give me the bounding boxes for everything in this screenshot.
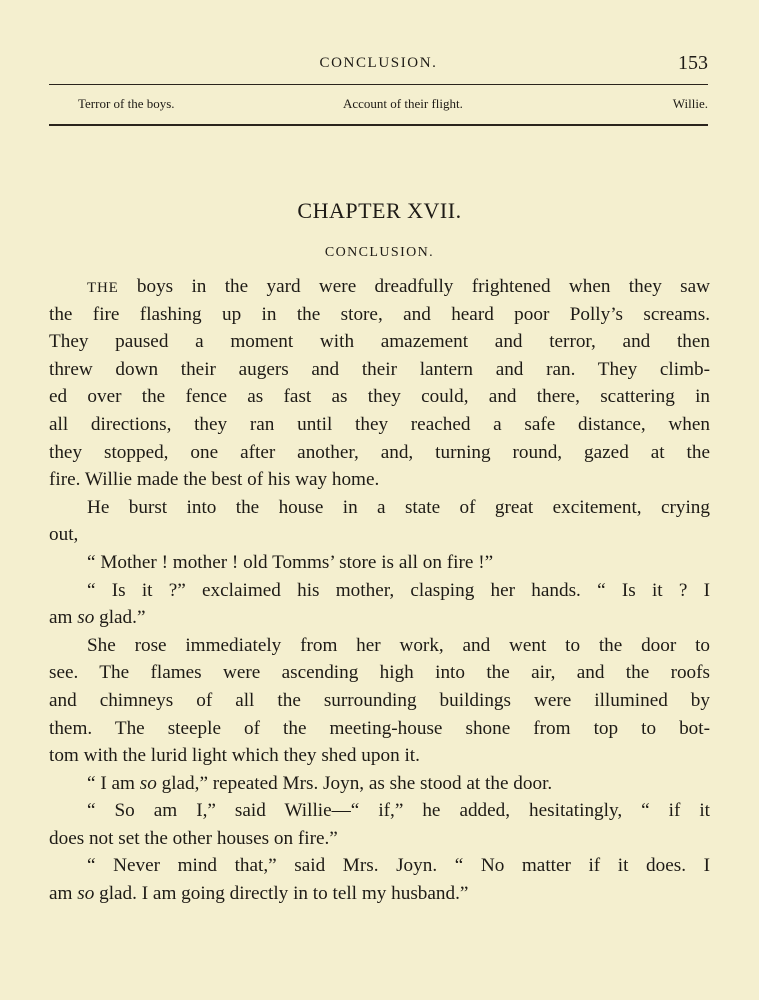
text-line — [49, 825, 710, 853]
text-line — [49, 715, 710, 743]
text-line — [49, 439, 710, 467]
text-segment: “ Is it ?” exclaimed his mother, clasping her hands. “ Is it ? I — [87, 579, 710, 601]
text-line — [49, 659, 710, 687]
text-line — [49, 356, 710, 384]
text-segment: They paused a moment with amazement and terror, and then — [49, 331, 710, 353]
text-segment: they stopped, one after another, and, turning round, gazed at the — [49, 441, 710, 463]
text-line — [49, 577, 710, 605]
chapter-title: CHAPTER XVII. — [297, 198, 462, 223]
text-line — [49, 880, 710, 908]
text-segment: am — [49, 607, 78, 629]
text-line — [49, 632, 710, 660]
topic-left: Terror of the boys. — [78, 96, 175, 111]
text-line — [49, 411, 710, 439]
text-segment: “ I am — [87, 772, 140, 794]
topic-center: Account of their flight. — [343, 96, 463, 111]
text-segment: glad.” — [94, 607, 146, 629]
text-segment: glad. I am going directly in to tell my husband.” — [94, 883, 469, 905]
text-segment: the fire flashing up in the store, and heard poor Polly’s screams. — [49, 303, 710, 325]
text-line — [49, 549, 710, 577]
small-caps-text: THE — [87, 280, 119, 296]
text-segment: “ Never mind that,” said Mrs. Joyn. “ No matter if it does. I — [87, 855, 710, 877]
chapter-subtitle: CONCLUSION. — [324, 245, 435, 260]
text-line — [49, 852, 710, 880]
text-line — [49, 742, 710, 770]
text-segment: am — [49, 883, 78, 905]
text-line — [49, 604, 710, 632]
page-number: 153 — [678, 52, 708, 74]
body-text — [49, 273, 710, 908]
topic-right: Willie. — [672, 96, 708, 111]
text-segment: She rose immediately from her work, and went to the door to — [87, 634, 710, 656]
text-segment: out, — [49, 524, 79, 546]
text-segment: them. The steeple of the meeting-house shone from top to bot- — [49, 717, 710, 739]
running-head — [49, 52, 708, 74]
text-segment: tom with the lurid light which they shed upon it. — [49, 745, 420, 767]
text-segment: does not set the other houses on fire.” — [49, 827, 338, 849]
text-segment: “ So am I,” said Willie—“ if,” he added, hesitatingly, “ if it — [87, 800, 710, 822]
italic-text: so — [77, 607, 95, 629]
text-line — [49, 383, 710, 411]
text-line — [49, 521, 710, 549]
text-segment: boys in the yard were dreadfully frightened when they saw — [118, 276, 710, 297]
header-rule-top — [49, 84, 708, 85]
text-line — [49, 301, 710, 329]
text-segment: fire. Willie made the best of his way home. — [49, 469, 380, 491]
header-rule-bottom — [49, 124, 708, 126]
text-segment: threw down their augers and their lantern and ran. They climb- — [49, 358, 710, 380]
text-line — [49, 466, 710, 494]
text-segment: “ Mother ! mother ! old Tomms’ store is all on fire !” — [87, 551, 494, 573]
text-segment: all directions, they ran until they reached a safe distance, when — [49, 413, 710, 435]
text-segment: see. The flames were ascending high into the air, and the roofs — [49, 662, 710, 684]
topic-headings — [78, 96, 708, 114]
running-title: CONCLUSION. — [319, 55, 438, 71]
text-segment: He burst into the house in a state of great excitement, crying — [87, 496, 710, 518]
text-line — [49, 328, 710, 356]
italic-text: so — [139, 772, 157, 794]
text-line — [49, 687, 710, 715]
text-line — [49, 273, 710, 301]
text-segment: glad,” repeated Mrs. Joyn, as she stood at the door. — [156, 772, 553, 794]
text-line — [49, 770, 710, 798]
text-segment: and chimneys of all the surrounding buildings were illumined by — [49, 689, 710, 711]
text-line — [49, 797, 710, 825]
text-line — [49, 494, 710, 522]
italic-text: so — [77, 883, 95, 905]
text-segment: ed over the fence as fast as they could, and there, scattering in — [49, 386, 710, 408]
